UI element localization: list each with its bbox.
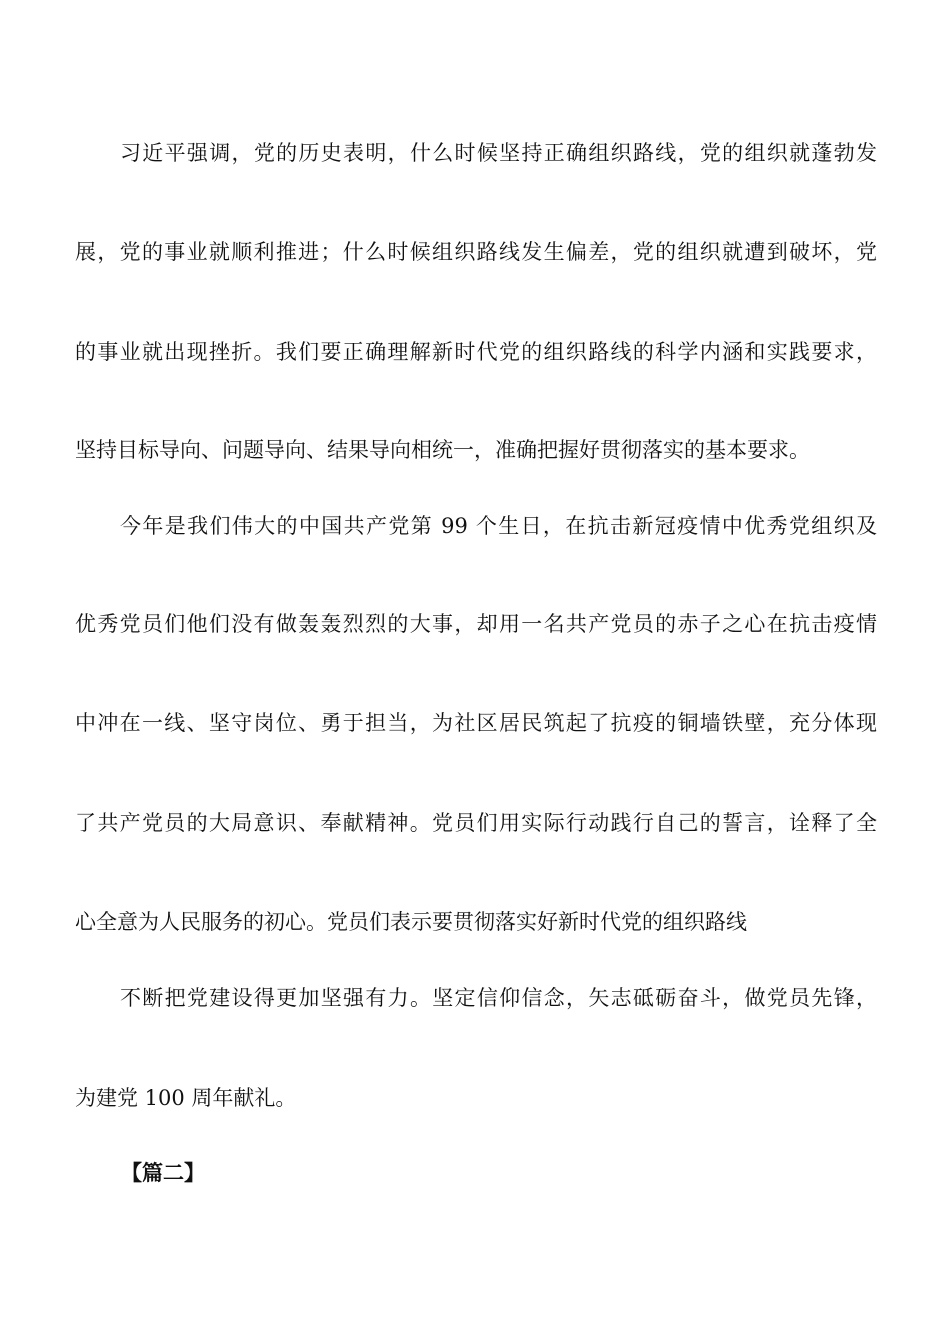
paragraph-2-line-5: 心全意为人民服务的初心。党员们表示要贯彻落实好新时代党的组织路线 — [75, 910, 747, 934]
paragraph-1-line-2: 展，党的事业就顺利推进；什么时候组织路线发生偏差，党的组织就遭到破坏，党 — [75, 240, 877, 264]
paragraph-2-line-1: 今年是我们伟大的中国共产党第 99 个生日，在抗击新冠疫情中优秀党组织及 — [120, 514, 877, 538]
paragraph-3-line-1: 不断把党建设得更加坚强有力。坚定信仰信念，矢志砥砺奋斗，做党员先锋， — [120, 986, 877, 1010]
paragraph-3-line-2: 为建党 100 周年献礼。 — [75, 1086, 297, 1110]
paragraph-1-line-1: 习近平强调，党的历史表明，什么时候坚持正确组织路线，党的组织就蓬勃发 — [120, 141, 877, 165]
paragraph-2-line-4: 了共产党员的大局意识、奉献精神。党员们用实际行动践行自己的誓言，诠释了全 — [75, 811, 877, 835]
paragraph-2-line-3: 中冲在一线、坚守岗位、勇于担当，为社区居民筑起了抗疫的铜墙铁壁，充分体现 — [75, 711, 877, 735]
section-heading: 【篇二】 — [121, 1160, 205, 1185]
paragraph-2-line-2: 优秀党员们他们没有做轰轰烈烈的大事，却用一名共产党员的赤子之心在抗击疫情 — [75, 612, 877, 636]
paragraph-1-line-4: 坚持目标导向、问题导向、结果导向相统一，准确把握好贯彻落实的基本要求。 — [75, 438, 810, 462]
paragraph-1-line-3: 的事业就出现挫折。我们要正确理解新时代党的组织路线的科学内涵和实践要求， — [75, 340, 877, 364]
